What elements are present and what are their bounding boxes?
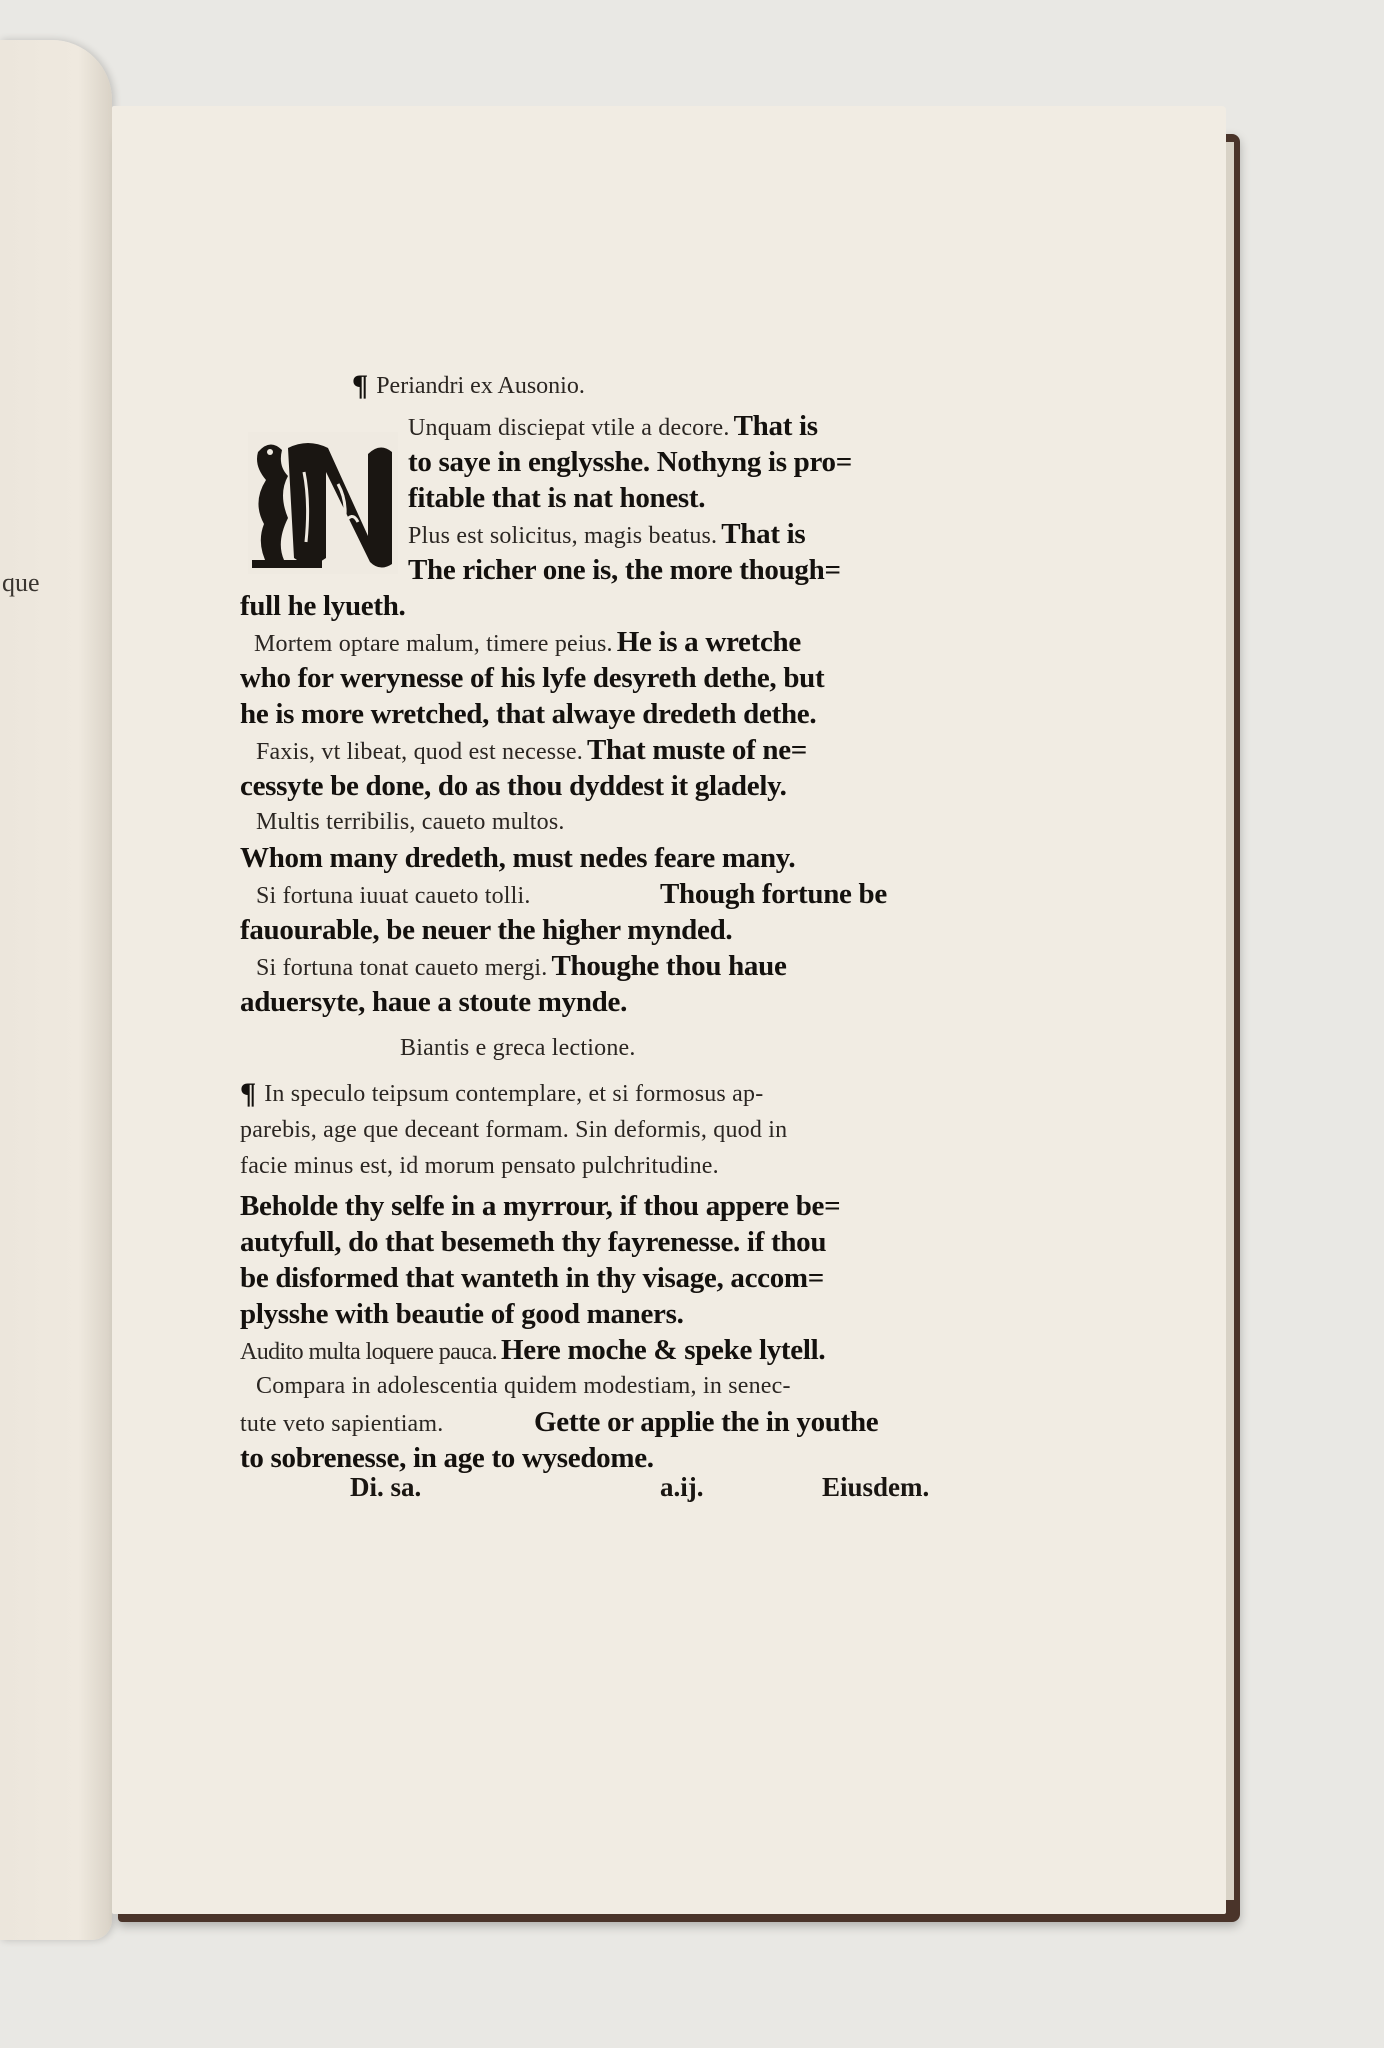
heading-line (240, 368, 950, 404)
page-text-block (240, 368, 950, 1476)
text-line-4: Plus est solicitus, magis beatus. That is (408, 518, 806, 550)
section-heading: Periandri ex Ausonio. (376, 373, 585, 399)
pilcrow-icon: ¶ (240, 1077, 257, 1110)
page-footer (350, 1472, 960, 1512)
footer-signature-left: Di. sa. (350, 1472, 422, 1502)
section2-heading-line (240, 1030, 950, 1066)
text-line-13: Whom many dredeth, must nedes feare many. (240, 842, 796, 874)
text-line-17: aduersyte, haue a stoute mynde. (240, 986, 628, 1018)
text-line-14: Si fortuna iuuat caueto tolli. Though fortune be (256, 878, 887, 910)
text-line-12: Multis terribilis, caueto multos. (256, 809, 565, 835)
text-line-1: Unquam disciepat vtile a decore. That is (408, 410, 818, 442)
footer-signature-mark: a.ij. (660, 1472, 704, 1502)
text-line-16: Si fortuna tonat caueto mergi. Thoughe thou haue (256, 950, 787, 982)
left-page-text-fragment: que (2, 568, 40, 597)
text-line-11: cessyte be done, do as thou dyddest it gladely. (240, 770, 787, 802)
compara-line-1: Compara in adolescentia quidem modestiam, in senec- (256, 1373, 791, 1399)
pilcrow-icon: ¶ (352, 369, 369, 402)
compara-line-3: to sobrenesse, in age to wysedome. (240, 1442, 654, 1474)
audito-line: Audito multa loquere pauca. Here moche & speke lytell. (240, 1334, 826, 1366)
english-para-line-1: Beholde thy selfe in a myrrour, if thou appere be= (240, 1190, 841, 1222)
section2-heading: Biantis e greca lectione. (400, 1035, 636, 1061)
text-line-5: The richer one is, the more though= (408, 554, 841, 586)
english-para-line-4: plysshe with beautie of good maners. (240, 1298, 684, 1330)
latin-para-line-3: facie minus est, id morum pensato pulchritudine. (240, 1153, 719, 1179)
facing-left-page (0, 40, 112, 1940)
compara-line-2: tute veto sapientiam. Gette or applie the in youthe (240, 1406, 879, 1438)
latin-para-line-2: parebis, age que deceant formam. Sin deformis, quod in (240, 1117, 788, 1143)
text-line-9: he is more wretched, that alwaye dredeth dethe. (240, 698, 817, 730)
footer-catchword: Eiusdem. (822, 1472, 930, 1502)
text-line-15: fauourable, be neuer the higher mynded. (240, 914, 733, 946)
latin-para-line-1: ¶ In speculo teipsum contemplare, et si formosus ap- (240, 1077, 764, 1110)
text-line-6: full he lyueth. (240, 590, 406, 622)
text-line-7: Mortem optare malum, timere peius. He is a wretche (254, 626, 801, 658)
text-line-3: fitable that is nat honest. (408, 482, 706, 514)
text-line-2: to saye in englysshe. Nothyng is pro= (408, 446, 852, 478)
english-para-line-3: be disformed that wanteth in thy visage, accom= (240, 1262, 824, 1294)
text-line-10: Faxis, vt libeat, quod est necesse. That muste of ne= (256, 734, 807, 766)
english-para-line-2: autyfull, do that besemeth thy fayrenesse. if thou (240, 1226, 827, 1258)
text-line-8: who for werynesse of his lyfe desyreth dethe, but (240, 662, 825, 694)
